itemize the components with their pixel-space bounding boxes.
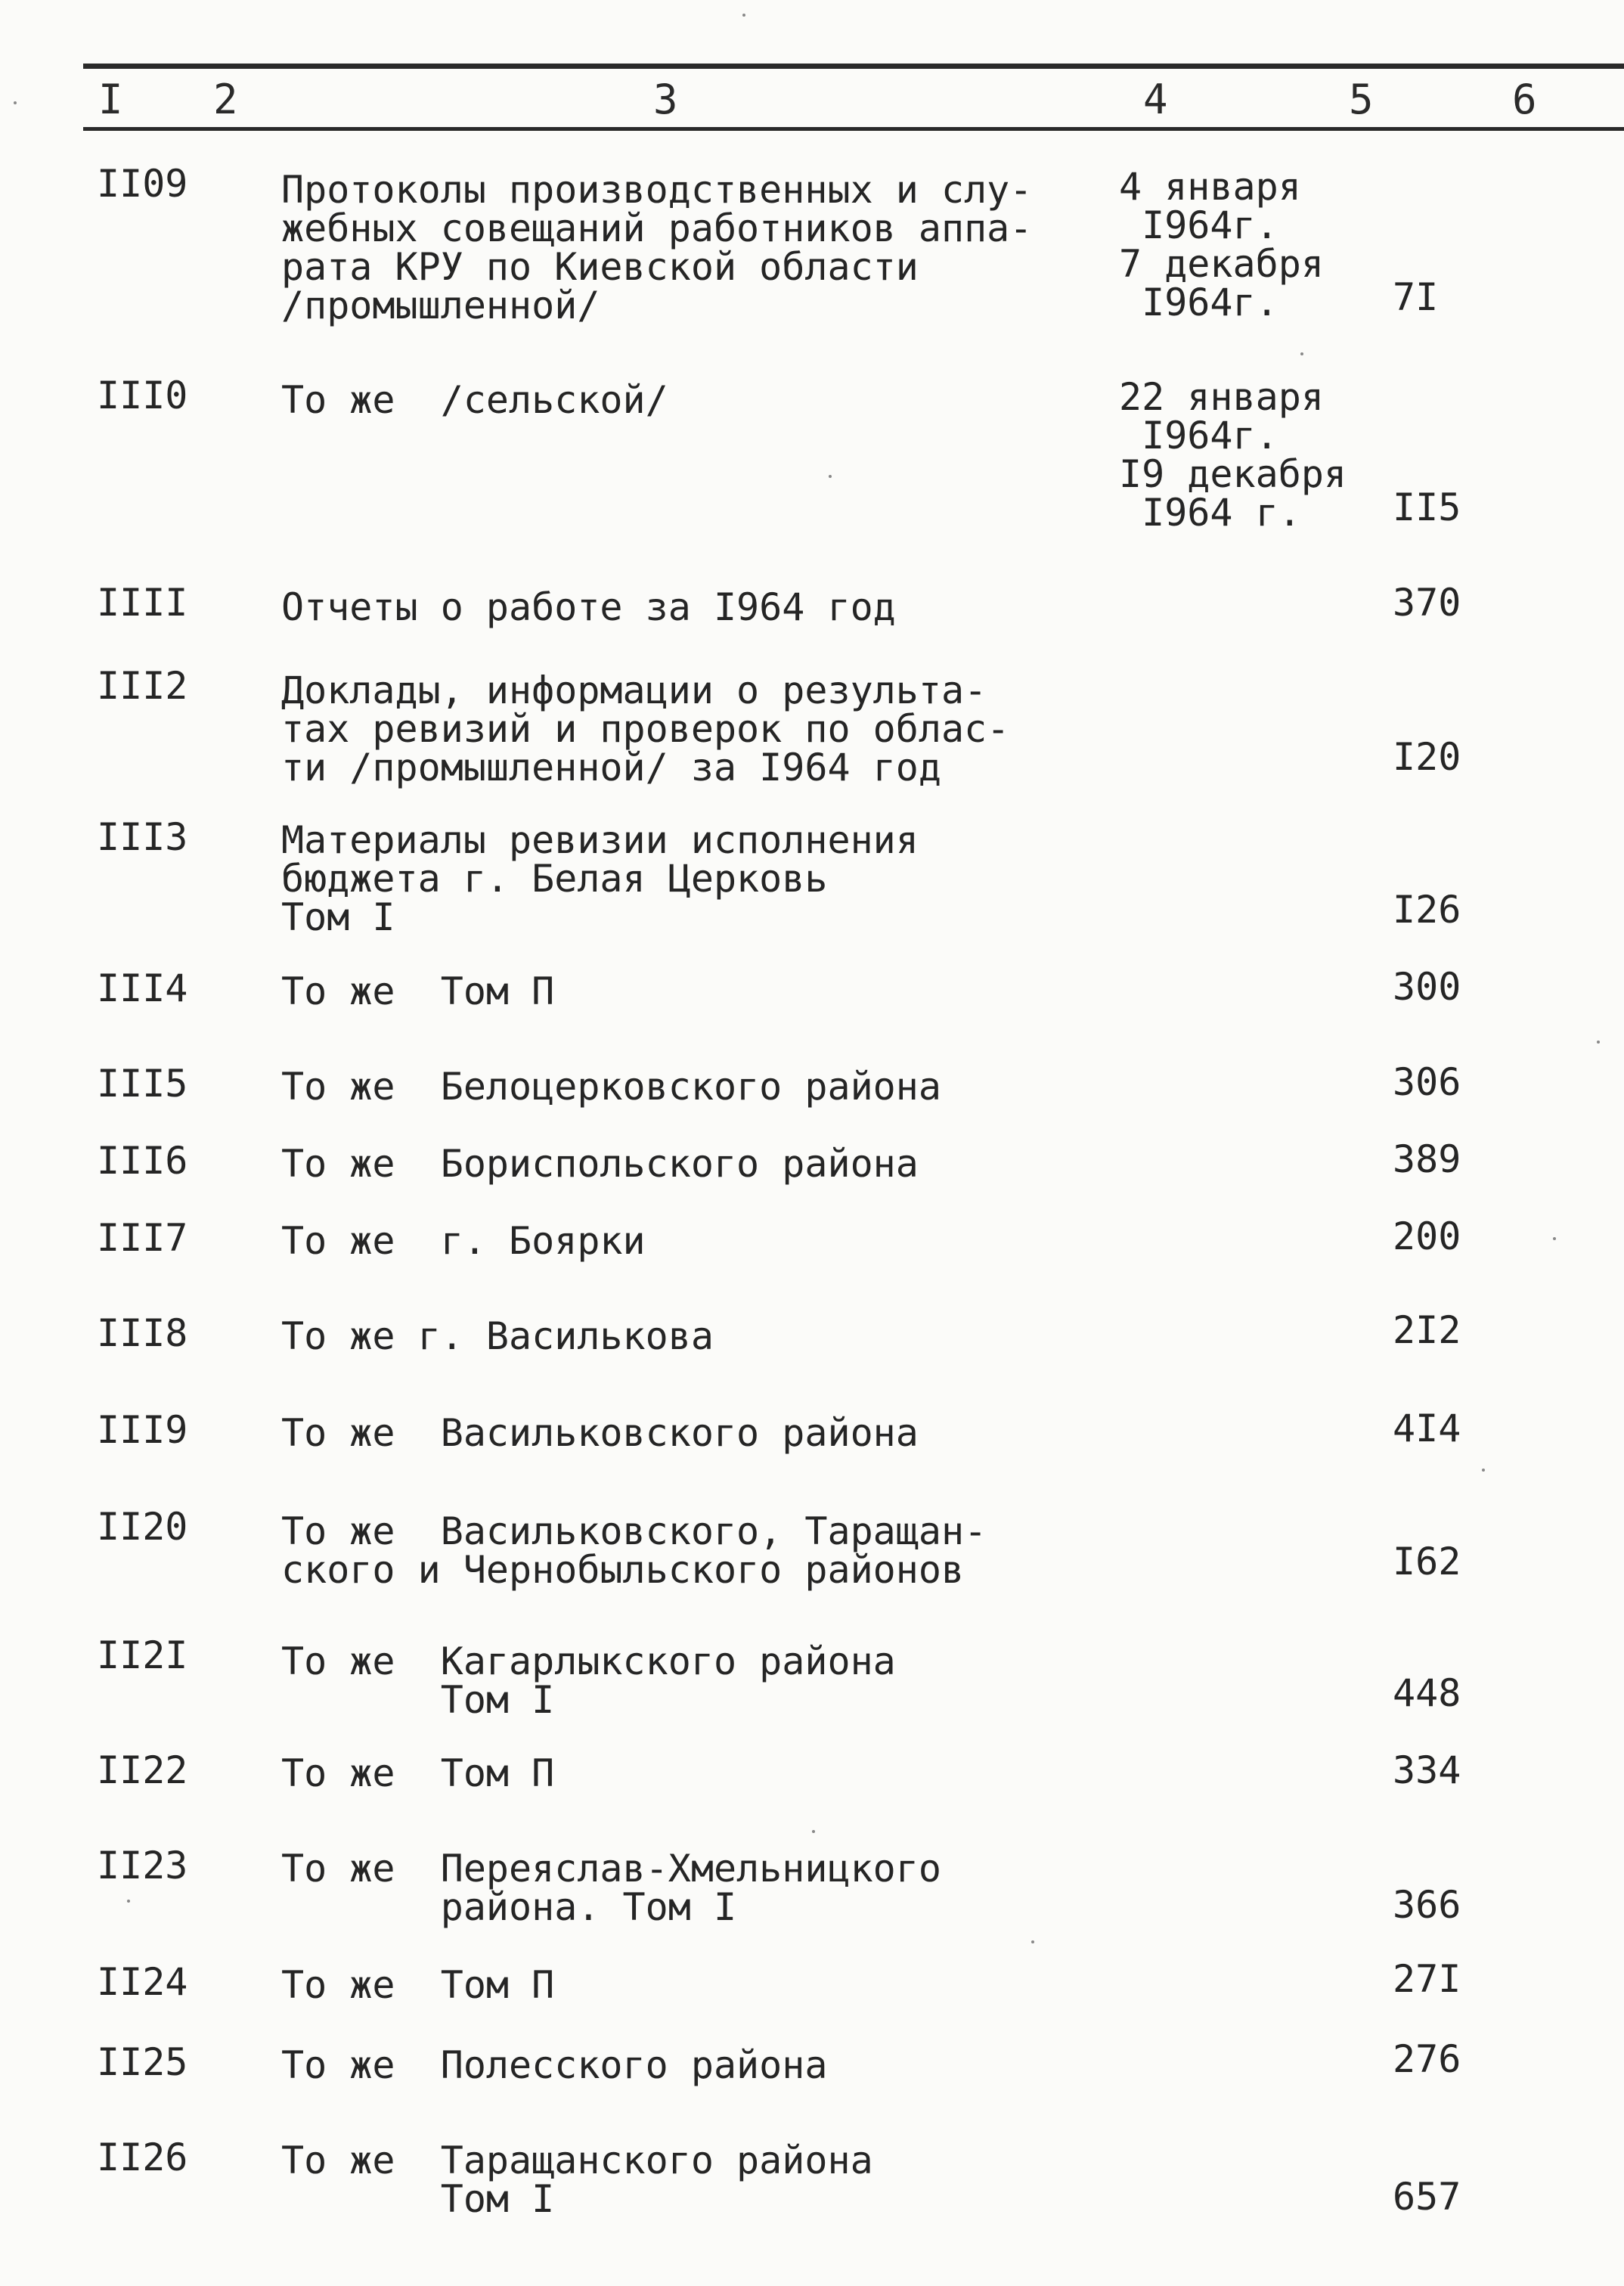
- row-title: То же Васильковского района: [281, 1411, 919, 1455]
- header-col-1: I: [98, 76, 123, 123]
- row-sheet-count: 7I: [1393, 275, 1439, 319]
- row-sheet-count: I62: [1393, 1540, 1461, 1583]
- row-number: II25: [97, 2040, 188, 2084]
- row-sheet-count: 389: [1393, 1137, 1461, 1181]
- row-title: То же г. Боярки: [281, 1219, 646, 1263]
- scan-speck: [1597, 1041, 1600, 1044]
- row-title: То же г. Василькова: [281, 1314, 714, 1358]
- row-title: То же /сельской/: [281, 378, 668, 422]
- row-number: III4: [97, 966, 188, 1010]
- row-number: IIII: [97, 581, 188, 625]
- row-sheet-count: 370: [1393, 581, 1461, 625]
- header-col-6: 6: [1512, 76, 1537, 123]
- row-number: II2I: [97, 1633, 188, 1677]
- row-number: III8: [97, 1311, 188, 1355]
- row-dates: 4 января I964г. 7 декабря I964г.: [1119, 165, 1324, 324]
- row-sheet-count: 657: [1393, 2175, 1461, 2219]
- row-number: III5: [97, 1062, 188, 1106]
- scan-speck: [829, 475, 832, 478]
- row-sheet-count: I20: [1393, 735, 1461, 779]
- row-number: III9: [97, 1408, 188, 1452]
- row-number: III7: [97, 1216, 188, 1260]
- row-title: То же Переяслав-Хмельницкого района. Том I: [281, 1847, 941, 1929]
- row-sheet-count: I26: [1393, 888, 1461, 932]
- row-sheet-count: 276: [1393, 2037, 1461, 2081]
- row-sheet-count: 334: [1393, 1748, 1461, 1792]
- row-title: То же Васильковского, Таращан- ского и Чернобыльского районов: [281, 1509, 987, 1592]
- row-title: То же Том П: [281, 1751, 555, 1795]
- row-number: III6: [97, 1139, 188, 1183]
- row-title: То же Том П: [281, 1963, 555, 2007]
- row-sheet-count: 4I4: [1393, 1407, 1461, 1450]
- header-col-4: 4: [1143, 76, 1168, 123]
- row-sheet-count: 27I: [1393, 1957, 1461, 2001]
- scan-speck: [1553, 1237, 1556, 1240]
- row-number: II23: [97, 1844, 188, 1887]
- row-number: II22: [97, 1748, 188, 1792]
- scan-speck: [1482, 1469, 1485, 1472]
- row-sheet-count: 306: [1393, 1060, 1461, 1104]
- row-number: III2: [97, 664, 188, 708]
- row-title: Протоколы производственных и слу- жебных совещаний работников аппа- рата КРУ по Киевской области /промышленной/: [281, 168, 1033, 327]
- scan-speck: [1300, 352, 1303, 355]
- row-sheet-count: 366: [1393, 1883, 1461, 1927]
- header-col-2: 2: [213, 76, 238, 123]
- scan-speck: [812, 1830, 815, 1833]
- table-top-rule: [83, 64, 1624, 69]
- row-sheet-count: 300: [1393, 965, 1461, 1009]
- scan-speck: [742, 14, 745, 17]
- row-number: II20: [97, 1505, 188, 1549]
- row-title: То же Бориспольского района: [281, 1142, 919, 1186]
- row-sheet-count: 448: [1393, 1671, 1461, 1715]
- row-number: II09: [97, 162, 188, 206]
- row-title: То же Полесского района: [281, 2043, 828, 2087]
- row-title: То же Том П: [281, 969, 555, 1013]
- row-title: Доклады, информации о результа- тах ревизий и проверок по облас- ти /промышленной/ за I964 год: [281, 668, 1010, 789]
- scan-speck: [1031, 1940, 1034, 1943]
- row-title: То же Кагарлыкского района Том I: [281, 1639, 896, 1722]
- row-number: II24: [97, 1960, 188, 2004]
- row-title: Отчеты о работе за I964 год: [281, 585, 896, 629]
- row-number: II26: [97, 2136, 188, 2179]
- row-sheet-count: 200: [1393, 1214, 1461, 1258]
- header-bottom-rule: [83, 127, 1624, 131]
- row-sheet-count: II5: [1393, 485, 1461, 529]
- row-sheet-count: 2I2: [1393, 1308, 1461, 1352]
- header-col-3: 3: [653, 76, 678, 123]
- row-title: То же Таращанского района Том I: [281, 2139, 873, 2221]
- row-title: Материалы ревизии исполнения бюджета г. Белая Церковь Том I: [281, 818, 919, 939]
- row-number: III0: [97, 374, 188, 417]
- row-title: То же Белоцерковского района: [281, 1065, 941, 1109]
- row-number: III3: [97, 815, 188, 859]
- header-col-5: 5: [1349, 76, 1374, 123]
- row-dates: 22 января I964г. I9 декабря I964 г.: [1119, 375, 1347, 535]
- scan-speck: [127, 1900, 130, 1903]
- scan-speck: [14, 101, 17, 104]
